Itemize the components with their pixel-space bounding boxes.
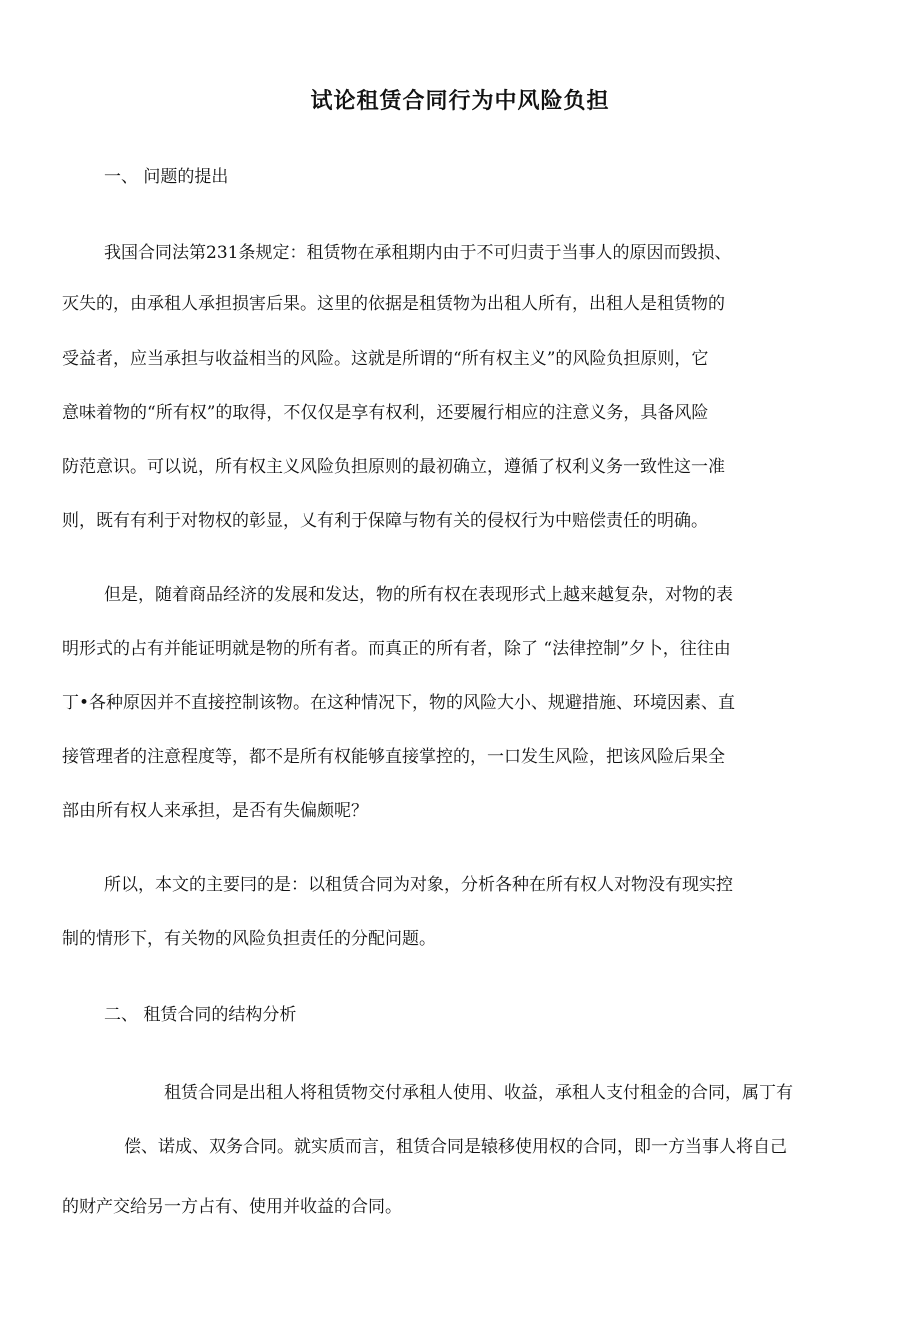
text-line: 明形式的占有并能证明就是物的所有者。而真正的所有者，除了 “法律控制”夕卜，往往由: [62, 639, 731, 659]
text-line: 受益者，应当承担与收益相当的风险。这就是所谓的“所有权主义”的风险负担原则，它: [62, 349, 709, 369]
text-line: 但是，随着商品经济的发展和发达，物的所有权在表现形式上越来越复杂，对物的表: [104, 585, 733, 605]
text-line: 的财产交给另一方占有、使用并收益的合同。: [62, 1197, 402, 1217]
text-line: 灭失的，由承租人承担损害后果。这里的依据是租赁物为出租人所有，出租人是租赁物的: [62, 294, 725, 314]
text-line: 我国合同法第231条规定：租赁物在承租期内由于不可归责于当事人的原因而毁损、: [104, 243, 732, 263]
text-line: 部由所有权人来承担，是否有失偏颇呢？: [62, 801, 368, 821]
text-line: 租赁合同是出租人将租赁物交付承租人使用、收益，承租人支付租金的合同，属丁有: [164, 1083, 793, 1103]
section-heading: 一、 问题的提出: [104, 167, 229, 187]
text-line: 则，既有有利于对物权的彰显，乂有利于保障与物有关的侵权行为中赔偿责任的明确。: [62, 511, 708, 531]
text-line: 丁•各种原因并不直接控制该物。在这种情况下，物的风险大小、规避措施、环境因素、直: [62, 693, 736, 713]
text-line: 所以，本文的主要冃的是：以租赁合同为对象，分析各种在所有权人对物没有现实控: [104, 875, 733, 895]
text-line: 防范意识。可以说，所有权主义风险负担原则的最初确立，遵循了权利义务一致性这一准: [62, 457, 725, 477]
text-line: 意味着物的“所有权”的取得，不仅仅是享有权利，还要履行相应的注意义务，具备风险: [62, 403, 709, 423]
section-heading: 二、 租赁合同的结构分析: [104, 1005, 297, 1025]
text-line: 偿、诺成、双务合同。就实质而言，租赁合同是辕移使用权的合同，即一方当事人将自己: [124, 1137, 787, 1157]
document-title: 试论租赁合同行为中风险负担: [310, 89, 610, 114]
text-line: 接管理者的注意程度等，都不是所有权能够直接掌控的，一口发生风险，把该风险后果全: [62, 747, 725, 767]
text-line: 制的情形下，有关物的风险负担责任的分配问题。: [62, 929, 436, 949]
